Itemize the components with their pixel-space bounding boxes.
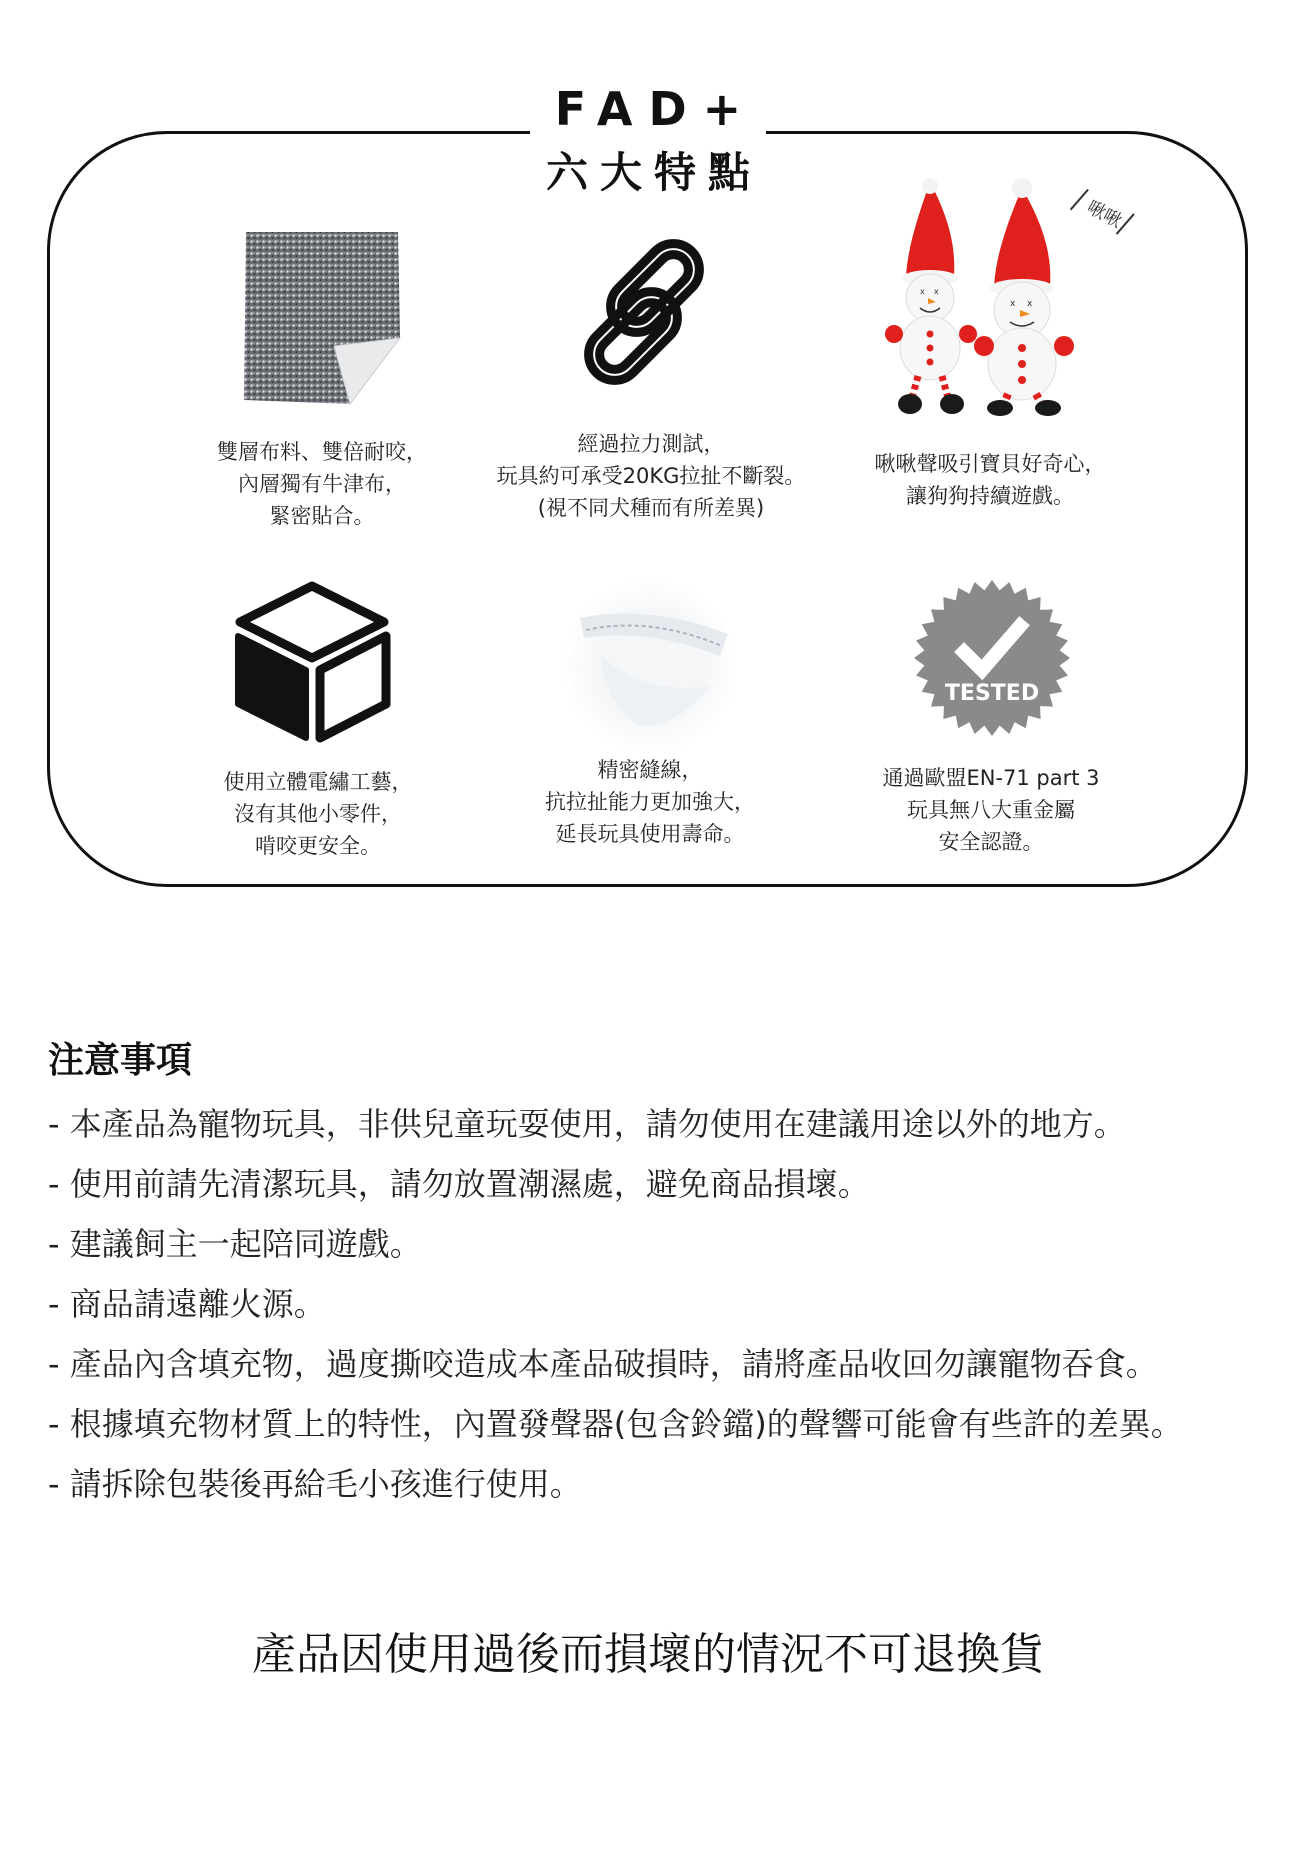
note-item: - 使用前請先清潔玩具，請勿放置潮濕處，避免商品損壞。 <box>48 1165 870 1203</box>
caption-line: 內層獨有牛津布， <box>238 472 406 496</box>
return-policy-notice: 產品因使用過後而損壞的情況不可退換貨 <box>252 1629 1044 1680</box>
svg-text:x: x <box>920 287 925 296</box>
stitching-closeup-image <box>560 576 740 756</box>
notes-list <box>48 1094 1183 1514</box>
note-item: - 產品內含填充物，過度撕咬造成本產品破損時，請將產品收回勿讓寵物吞食。 <box>48 1345 1158 1383</box>
caption-line: 讓狗狗持續遊戲。 <box>906 484 1074 508</box>
caption-line: 啃咬更安全。 <box>255 834 381 858</box>
feature-snowman-caption <box>840 448 1140 512</box>
caption-line: 緊密貼合。 <box>269 504 375 528</box>
caption-line: 精密縫線， <box>597 758 703 782</box>
brand-title: FAD+ <box>554 82 758 136</box>
svg-text:x: x <box>1010 299 1016 309</box>
feature-tested-caption <box>846 762 1136 858</box>
note-item: - 請拆除包裝後再給毛小孩進行使用。 <box>48 1465 582 1503</box>
feature-snowman <box>872 176 1154 416</box>
feature-cube <box>228 578 396 746</box>
feature-tested <box>912 578 1072 738</box>
caption-line: 啾啾聲吸引寶貝好奇心， <box>874 452 1106 476</box>
chain-link-icon <box>567 222 735 394</box>
feature-stitching-caption <box>490 754 810 850</box>
svg-text:x: x <box>1027 299 1033 309</box>
note-item: - 本產品為寵物玩具，非供兒童玩耍使用，請勿使用在建議用途以外的地方。 <box>48 1105 1126 1143</box>
caption-line: 玩具無八大重金屬 <box>907 798 1075 822</box>
note-item: - 商品請遠離火源。 <box>48 1285 326 1323</box>
feature-stitching <box>560 576 740 756</box>
svg-text:x: x <box>934 287 939 296</box>
features-title: 六大特點 <box>545 148 762 197</box>
feature-fabric <box>238 228 406 408</box>
tested-badge-icon <box>912 578 1072 738</box>
feature-fabric-caption <box>192 436 452 532</box>
note-item: - 建議飼主一起陪同遊戲。 <box>48 1225 422 1263</box>
caption-line: 安全認證。 <box>938 830 1044 854</box>
sound-label: 啾啾 <box>1083 196 1126 233</box>
feature-chain-caption <box>466 428 836 524</box>
tested-badge-text: TESTED <box>944 681 1040 706</box>
caption-line: 抗拉扯能力更加強大， <box>545 790 755 814</box>
caption-line: 延長玩具使用壽命。 <box>555 822 745 846</box>
snowman-toy-image <box>872 176 1154 416</box>
caption-line: 沒有其他小零件， <box>234 802 402 826</box>
notes-heading: 注意事項 <box>48 1040 193 1081</box>
caption-line: 通過歐盟EN-71 part 3 <box>882 766 1100 790</box>
cube-icon <box>228 578 396 746</box>
note-item: - 根據填充物材質上的特性，內置發聲器(包含鈴鐺)的聲響可能會有些許的差異。 <box>48 1405 1183 1443</box>
caption-line: 雙層布料、雙倍耐咬， <box>217 440 427 464</box>
fabric-swatch-icon <box>238 228 406 408</box>
caption-line: 使用立體電繡工藝， <box>223 770 413 794</box>
feature-chain <box>567 222 735 394</box>
feature-cube-caption <box>188 766 448 862</box>
caption-line: (視不同犬種而有所差異) <box>537 496 765 520</box>
caption-line: 經過拉力測試， <box>577 432 725 456</box>
caption-line: 玩具約可承受20KG拉扯不斷裂。 <box>496 464 806 488</box>
